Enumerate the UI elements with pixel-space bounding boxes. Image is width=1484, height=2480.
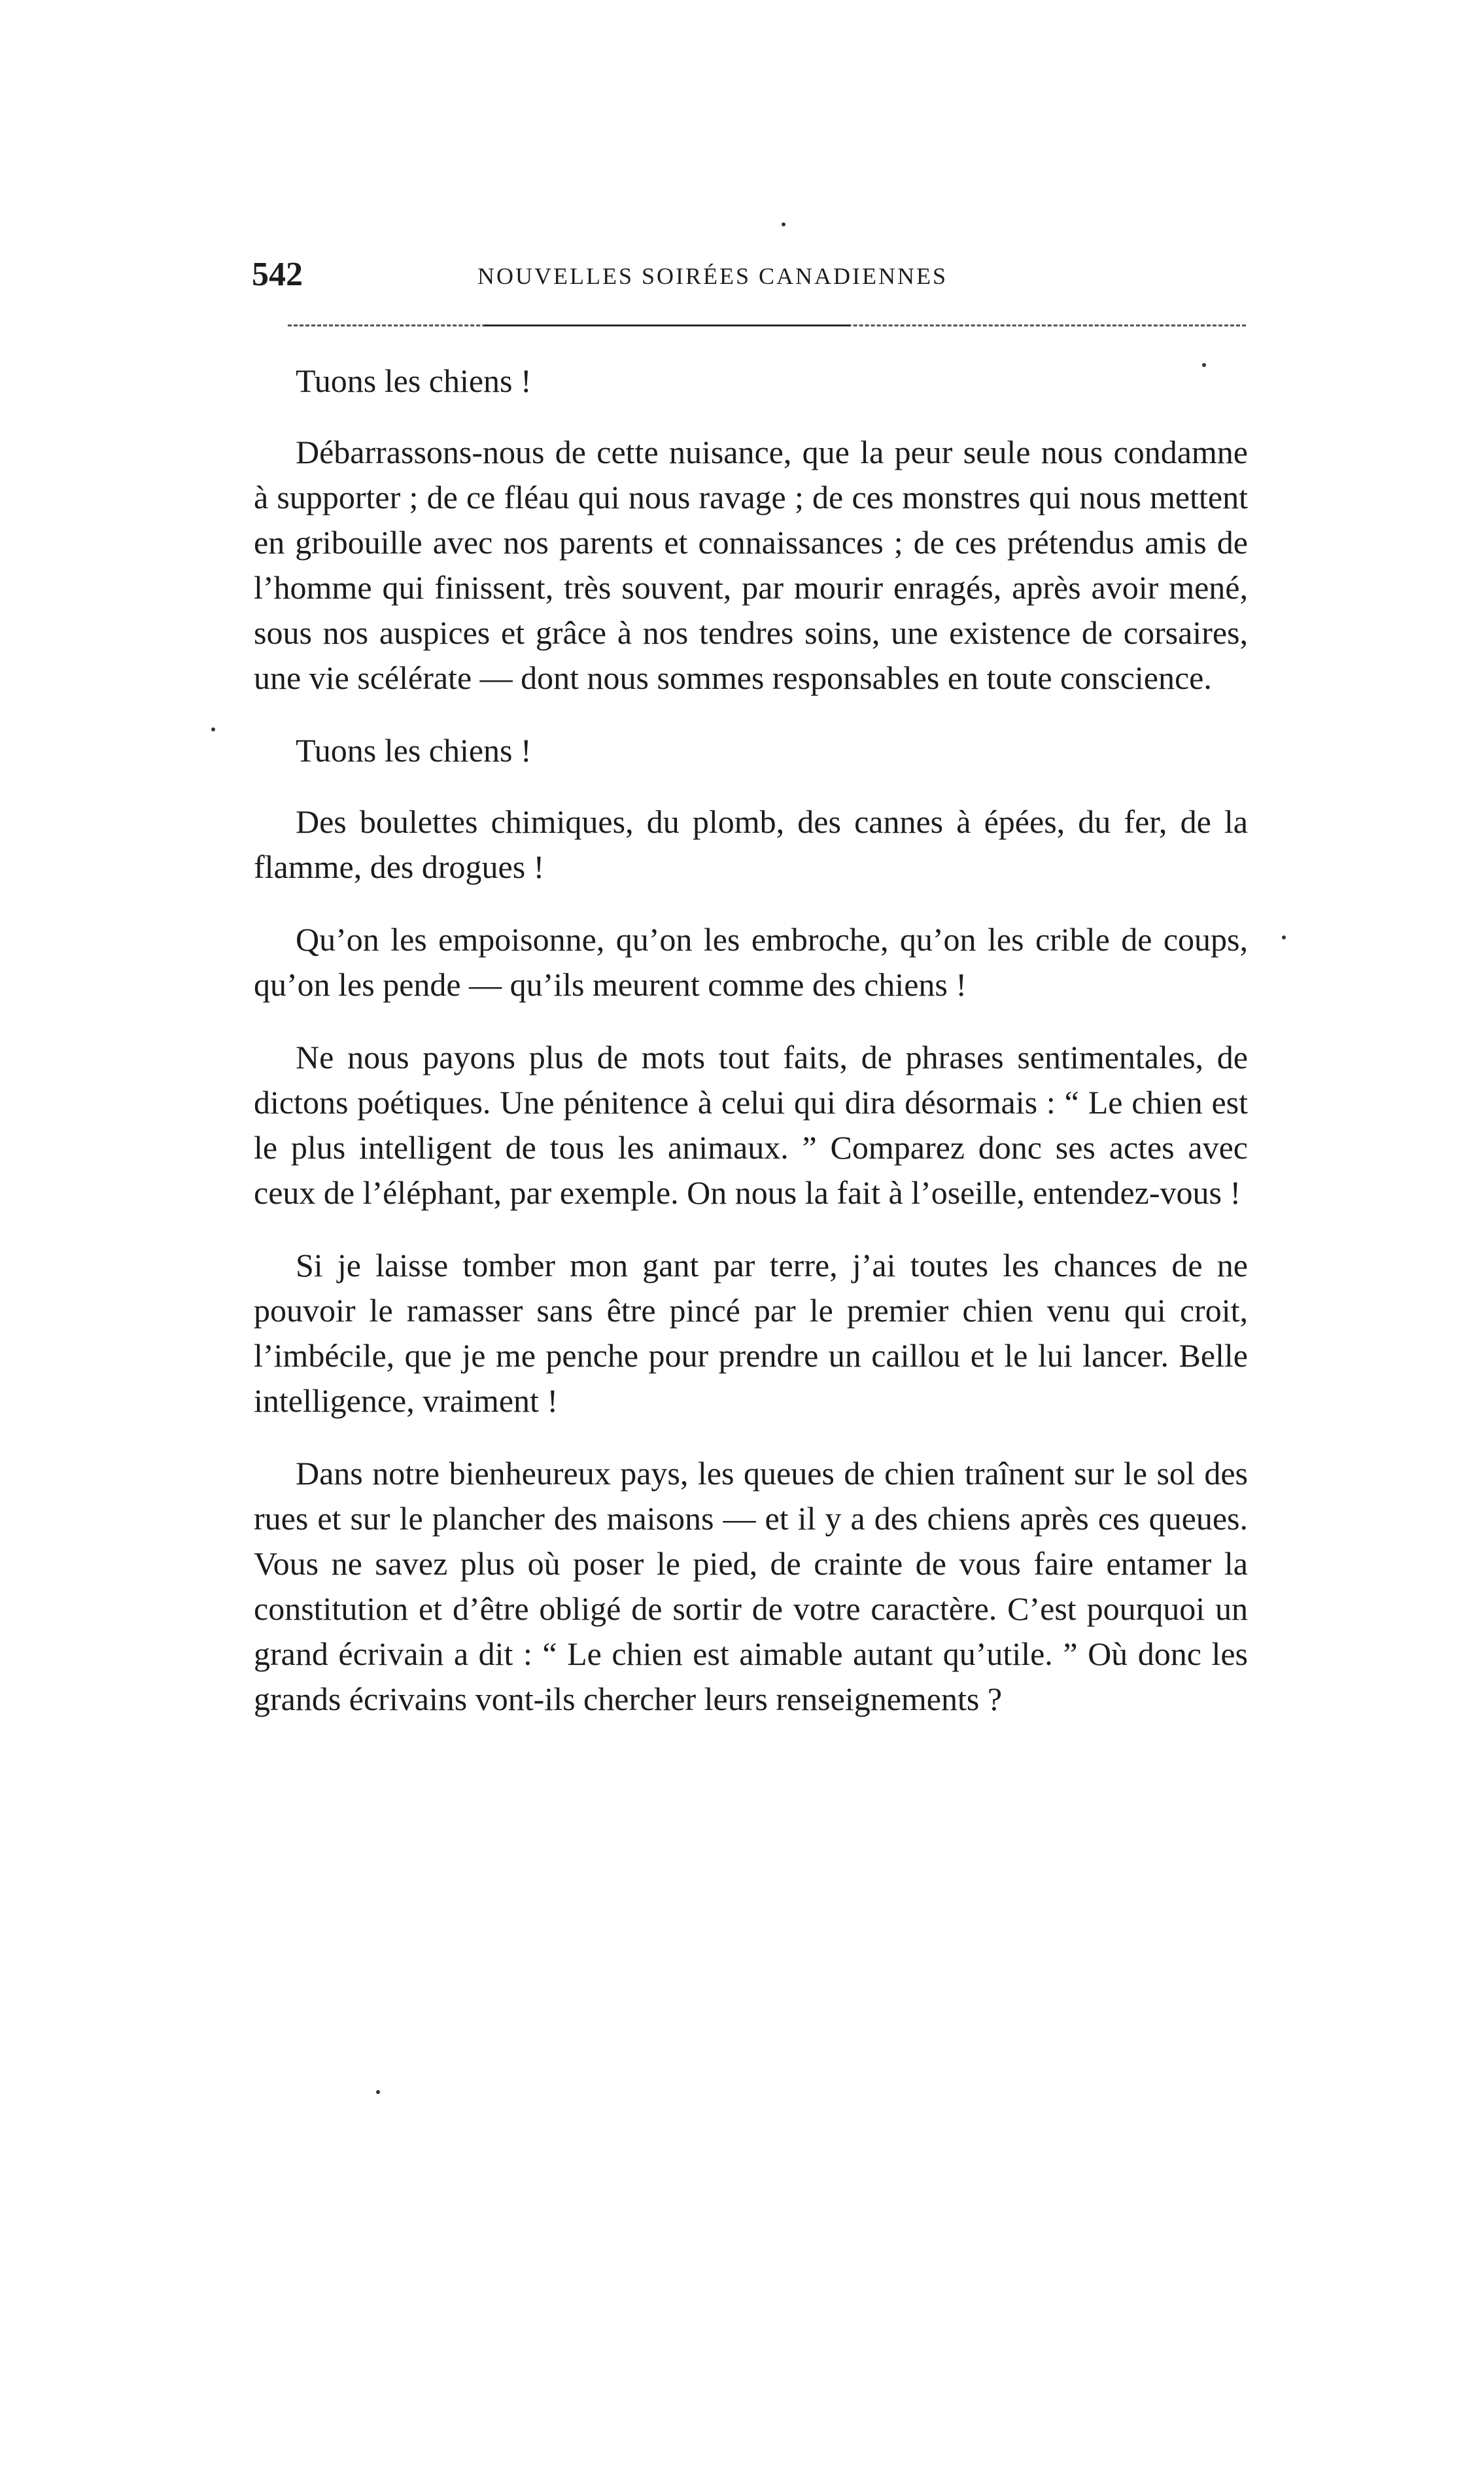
header-rule-solid — [484, 324, 850, 326]
print-speck — [211, 727, 215, 731]
running-title: NOUVELLES SOIRÉES CANADIENNES — [477, 263, 948, 289]
page-number: 542 — [252, 256, 303, 293]
print-speck — [376, 2090, 380, 2094]
paragraph: Si je laisse tomber mon gant par terre, j’ai toutes les chances de ne pouvoir le ramasser sans être pincé par le premier chien venu qui croit, l’imbécile, que je me penche pour prendre un caillou et le lui lancer. Belle intelligence, vraiment ! — [254, 1247, 1248, 1419]
paragraph: Tuons les chiens ! — [296, 732, 532, 769]
paragraph: Dans notre bienheureux pays, les queues de chien traînent sur le sol des rues et sur le plancher des maisons — et il y a des chiens après ces queues. Vous ne savez plus où poser le pied, de crainte de vous faire entamer la constitution et d’être obligé de sortir de votre caractère. C’est pourquoi un grand écrivain a dit : “ Le chien est aimable autant qu’utile. ” Où donc les grands écrivains vont-ils chercher leurs renseignements ? — [254, 1455, 1248, 1717]
paragraph: Ne nous payons plus de mots tout faits, de phrases sentimentales, de dictons poétiques. Une pénitence à celui qui dira désormais : “ Le chien est le plus intelligent de tous les animaux. ” Comparez donc ses actes avec ceux de l’éléphant, par exemple. On nous la fait à l’oseille, entendez-vous ! — [254, 1039, 1248, 1211]
paragraph: Tuons les chiens ! — [296, 362, 532, 399]
print-speck — [782, 222, 785, 226]
print-speck — [1202, 363, 1206, 367]
paragraph: Qu’on les empoisonne, qu’on les embroche, qu’on les crible de coups, qu’on les pende — qu’ils meurent comme des chiens ! — [254, 921, 1248, 1003]
print-speck — [1282, 935, 1286, 939]
page-header — [252, 252, 1246, 298]
body-text — [254, 358, 1248, 1749]
paragraph: Débarrassons-nous de cette nuisance, que la peur seule nous condamne à supporter ; de ce fléau qui nous ravage ; de ces monstres qui nous mettent en gribouille avec nos parents et connaissances ; de ces prétendus amis de l’homme qui finissent, très souvent, par mourir enragés, après avoir mené, sous nos auspices et grâce à nos tendres soins, une existence de corsaires, une vie scélérate — dont nous sommes responsables en toute conscience. — [254, 434, 1248, 696]
paragraph: Des boulettes chimiques, du plomb, des cannes à épées, du fer, de la flamme, des drogues ! — [254, 803, 1248, 885]
